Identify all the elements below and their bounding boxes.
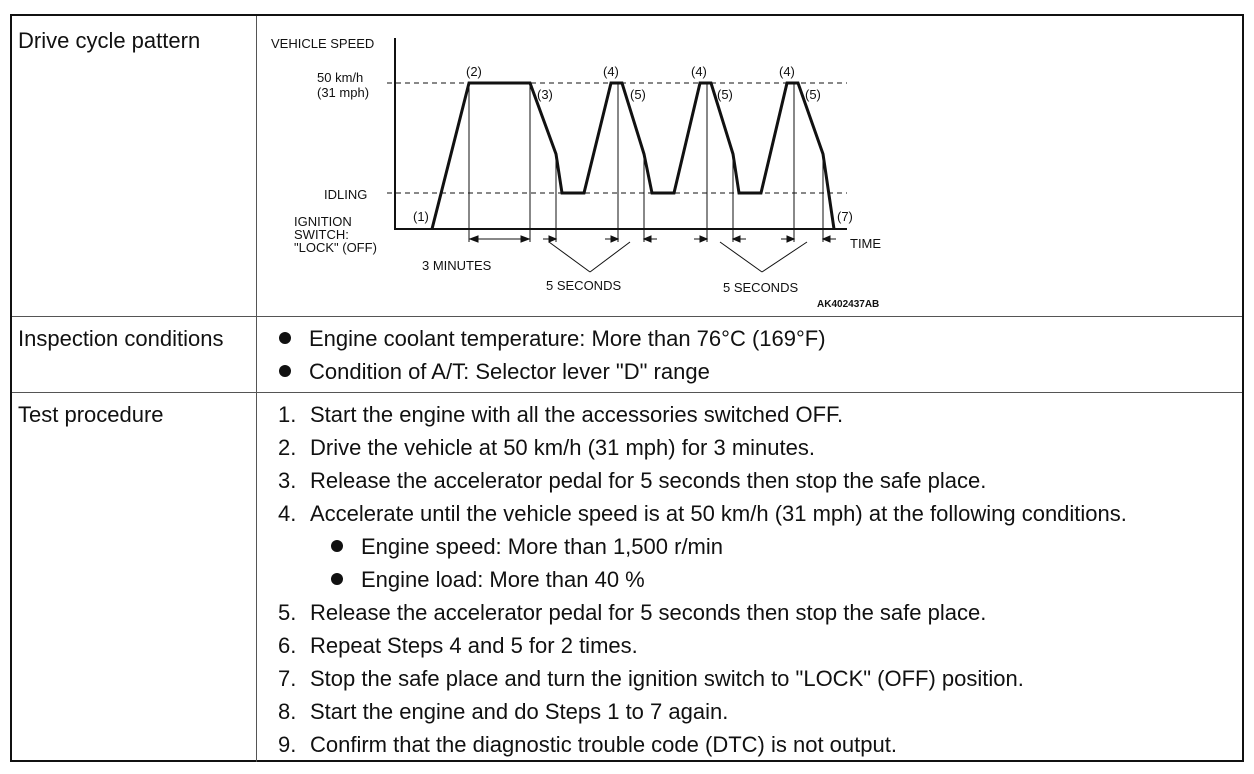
row-inspection [12,316,1242,393]
list-item: 6. Repeat Steps 4 and 5 for 2 times. [278,633,638,658]
row-test-procedure [12,392,1242,762]
speed-profile [432,83,834,229]
list-item: 7. Stop the safe place and turn the ignition switch to "LOCK" (OFF) position. [278,666,1024,691]
sub-list-item: Engine speed: More than 1,500 r/min [331,534,723,560]
list-item: 2. Drive the vehicle at 50 km/h (31 mph) for 3 minutes. [278,435,815,460]
list-item: Engine coolant temperature: More than 76°C (169°F) [279,326,826,352]
list-item: 3. Release the accelerator pedal for 5 seconds then stop the safe place. [278,468,987,493]
procedure-list [257,392,1242,762]
marker-5: (5) [630,87,646,102]
bullet-icon [331,573,343,585]
bullet-icon [279,365,291,377]
marker-2: (2) [466,64,482,79]
speed-label-mph: (31 mph) [317,85,370,100]
drive-cycle-table [10,14,1244,762]
list-item: 5. Release the accelerator pedal for 5 seconds then stop the safe place. [278,600,987,625]
list-item: 1. Start the engine with all the accessories switched OFF. [278,402,844,427]
sub-list-item: Engine load: More than 40 % [331,567,645,593]
three-minutes-label: 3 MINUTES [422,258,492,273]
marker-4: (4) [691,64,707,79]
figure-code: AK402437AB [817,299,880,310]
y-axis-title: VEHICLE SPEED [271,36,375,51]
list-item: 4. Accelerate until the vehicle speed is at 50 km/h (31 mph) at the following conditions. [278,501,1127,526]
list-item: Condition of A/T: Selector lever "D" range [279,359,710,385]
list-item: 8. Start the engine and do Steps 1 to 7 again. [278,699,729,724]
marker-5: (5) [717,87,733,102]
marker-7: (7) [837,209,853,224]
row-label-inspection: Inspection conditions [18,326,224,351]
row-label-drive-cycle: Drive cycle pattern [18,28,201,53]
drive-cycle-diagram-cell [257,16,1242,316]
row-label-test: Test procedure [18,402,164,427]
list-item: 9. Confirm that the diagnostic trouble code (DTC) is not output. [278,732,897,757]
five-seconds-label: 5 SECONDS [723,280,799,295]
marker-4: (4) [603,64,619,79]
idling-label: IDLING [324,187,368,202]
marker-1: (1) [413,209,429,224]
speed-label: 50 km/h [317,70,364,85]
bullet-icon [279,332,291,344]
five-seconds-label: 5 SECONDS [546,278,622,293]
marker-4: (4) [779,64,795,79]
ignition-label-lock: "LOCK" (OFF) [294,240,377,255]
marker-3: (3) [537,87,553,102]
drive-cycle-diagram [257,16,957,316]
ignition-label: IGNITION [294,214,352,229]
bullet-icon [331,540,343,552]
time-label: TIME [850,236,882,251]
duration-arrows [469,236,836,242]
inspection-list [257,316,1242,392]
row-drive-cycle [12,16,1242,317]
ignition-label-switch: SWITCH: [294,227,349,242]
five-seconds-callouts [549,242,807,272]
marker-5: (5) [805,87,821,102]
